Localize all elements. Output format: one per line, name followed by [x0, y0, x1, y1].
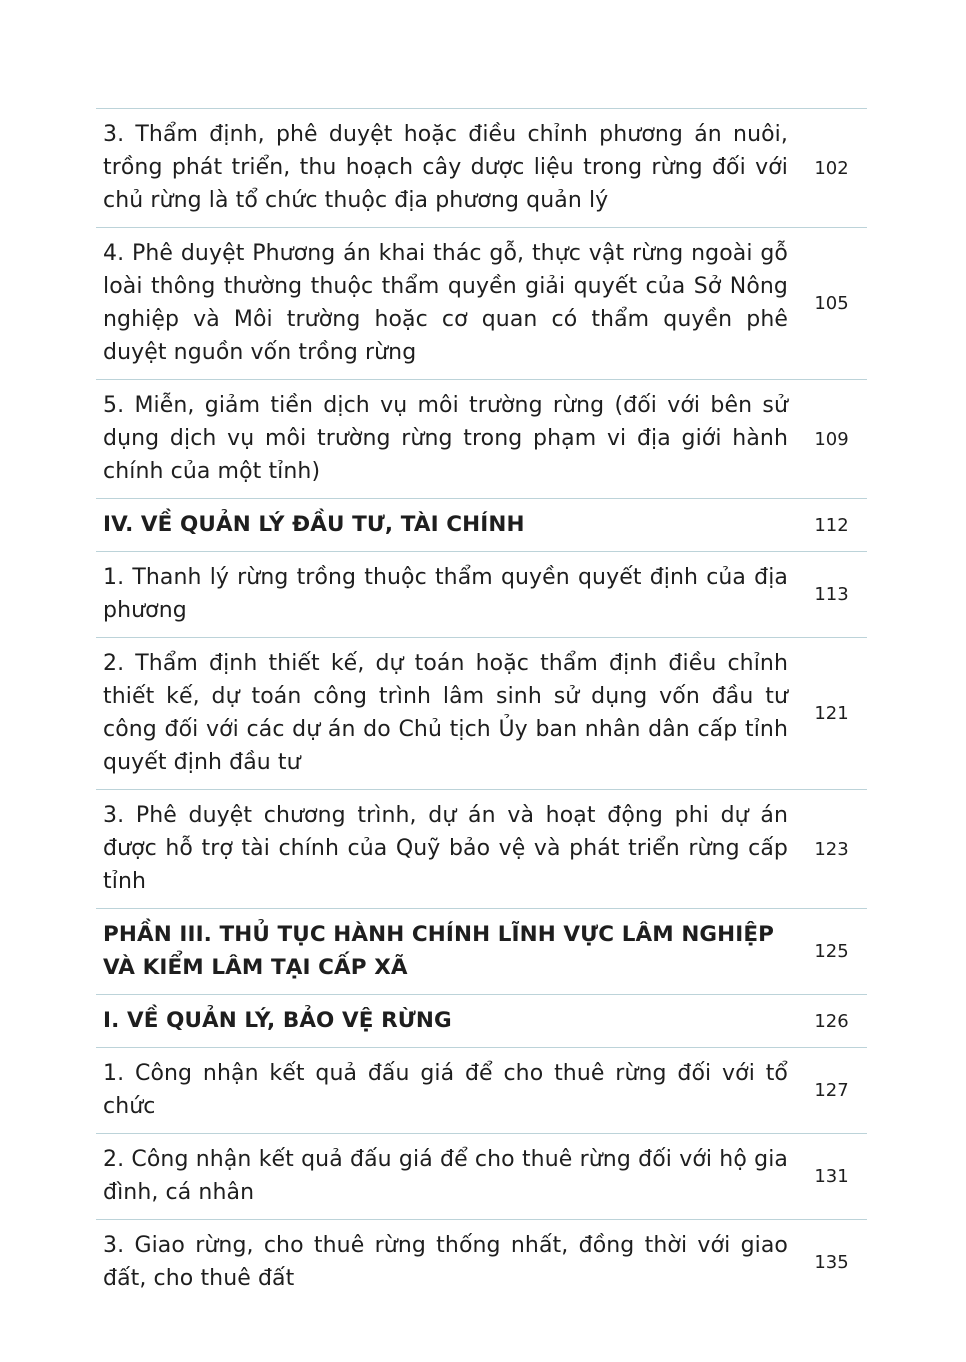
toc-section-heading [96, 499, 867, 552]
toc-entry [96, 638, 867, 790]
toc-part-heading [96, 909, 867, 995]
toc-entry-title: I. VỀ QUẢN LÝ, BẢO VỆ RỪNG [103, 1008, 452, 1033]
toc-entry-title: IV. VỀ QUẢN LÝ ĐẦU TƯ, TÀI CHÍNH [103, 512, 525, 537]
toc-entry [96, 1048, 867, 1134]
toc-entry-page: 105 [814, 293, 849, 314]
toc-entry-title: 2. Thẩm định thiết kế, dự toán hoặc thẩm định điều chỉnh thiết kế, dự toán công trình lâm sinh sử dụng vốn đầu tư công đối với các dự án do Chủ tịch Ủy ban nhân dân cấp tỉnh quyết định đầu tư [103, 651, 788, 775]
toc-entry [96, 552, 867, 638]
toc-entry-title: 1. Công nhận kết quả đấu giá để cho thuê rừng đối với tổ chức [103, 1061, 788, 1119]
toc-entry-page: 121 [814, 703, 849, 724]
toc-entry-title: 3. Giao rừng, cho thuê rừng thống nhất, đồng thời với giao đất, cho thuê đất [103, 1233, 788, 1291]
table-of-contents [96, 108, 867, 1305]
toc-entry-page: 131 [814, 1166, 849, 1187]
toc-entry [96, 228, 867, 380]
toc-entry-page: 112 [814, 514, 849, 536]
toc-entry-title: 2. Công nhận kết quả đấu giá để cho thuê rừng đối với hộ gia đình, cá nhân [103, 1147, 788, 1205]
toc-entry-title: 3. Phê duyệt chương trình, dự án và hoạt động phi dự án được hỗ trợ tài chính của Quỹ bảo vệ và phát triển rừng cấp tỉnh [103, 803, 788, 894]
toc-entry-title: 5. Miễn, giảm tiền dịch vụ môi trường rừng (đối với bên sử dụng dịch vụ môi trường rừng trong phạm vi địa giới hành chính của một tỉnh) [103, 393, 788, 484]
toc-entry-title: PHẦN III. THỦ TỤC HÀNH CHÍNH LĨNH VỰC LÂM NGHIỆP VÀ KIỂM LÂM TẠI CẤP XÃ [103, 922, 774, 980]
toc-entry-title: 4. Phê duyệt Phương án khai thác gỗ, thực vật rừng ngoài gỗ loài thông thường thuộc thẩm quyền giải quyết của Sở Nông nghiệp và Môi trường hoặc cơ quan có thẩm quyền phê duyệt nguồn vốn trồng rừng [103, 241, 788, 365]
toc-entry-page: 109 [814, 428, 849, 450]
toc-entry-page: 123 [814, 838, 849, 860]
toc-entry-title: 1. Thanh lý rừng trồng thuộc thẩm quyền quyết định của địa phương [103, 565, 788, 623]
toc-entry [96, 790, 867, 909]
toc-entry [96, 109, 867, 228]
toc-entry [96, 1134, 867, 1220]
toc-entry-page: 113 [814, 584, 849, 605]
toc-entry-page: 126 [814, 1010, 849, 1032]
toc-entry-page: 102 [814, 157, 849, 179]
toc-entry [96, 380, 867, 499]
toc-entry-title: 3. Thẩm định, phê duyệt hoặc điều chỉnh phương án nuôi, trồng phát triển, thu hoạch cây dược liệu trong rừng đối với chủ rừng là tổ chức thuộc địa phương quản lý [103, 122, 788, 213]
toc-entry-page: 127 [814, 1080, 849, 1101]
toc-entry-page: 125 [814, 941, 849, 962]
toc-entry [96, 1220, 867, 1305]
toc-entry-page: 135 [814, 1252, 849, 1273]
toc-section-heading [96, 995, 867, 1048]
